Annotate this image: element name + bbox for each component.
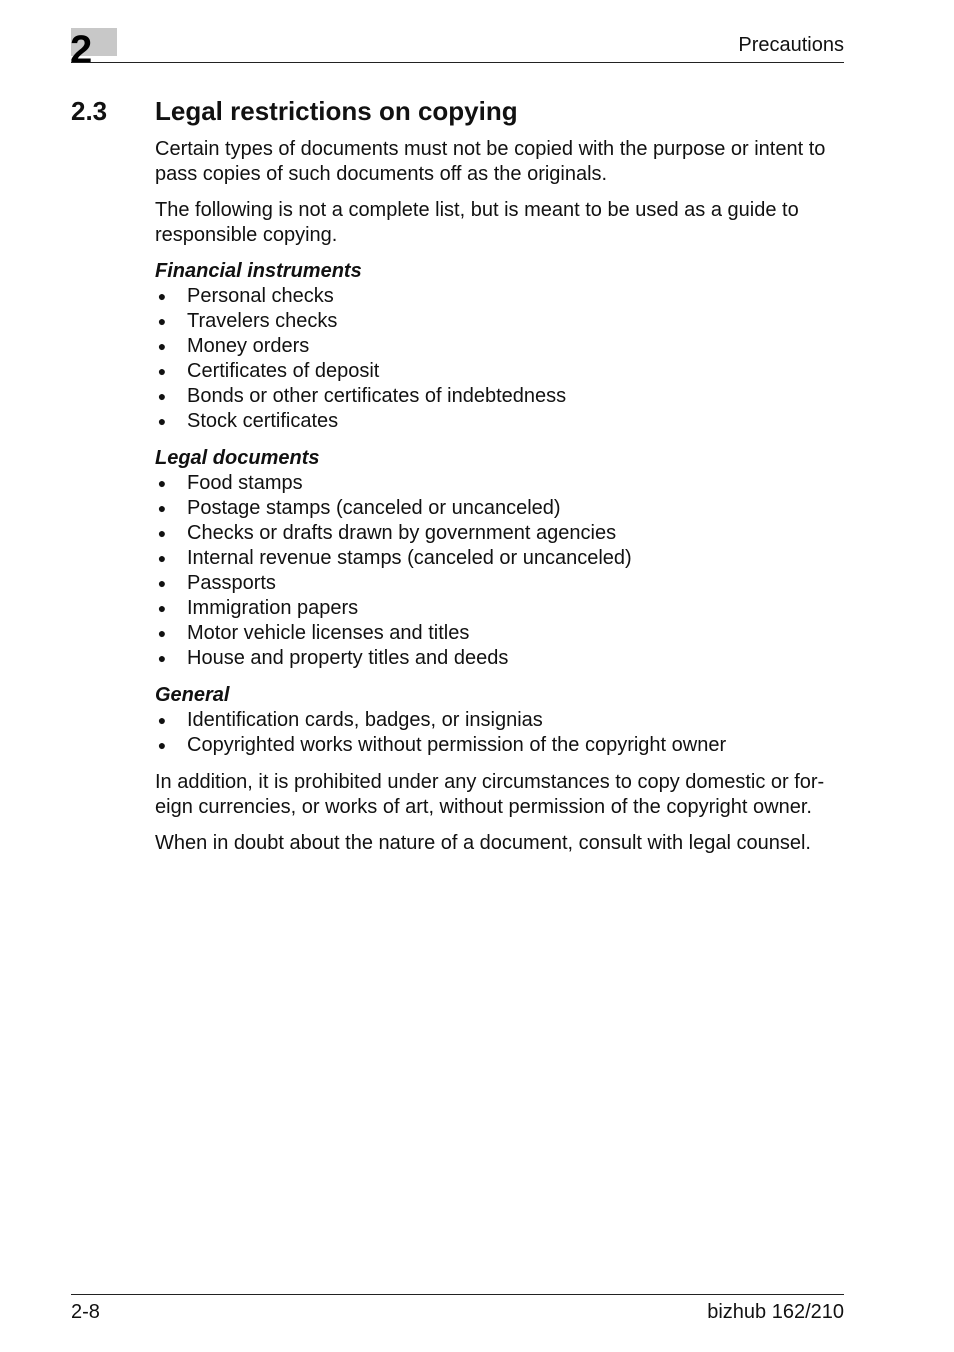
bullet-icon: ● bbox=[157, 388, 167, 404]
bullet-icon: ● bbox=[157, 600, 167, 616]
bullet-icon: ● bbox=[157, 650, 167, 666]
list-item-text: Internal revenue stamps (canceled or uncanceled) bbox=[187, 547, 632, 569]
page-number: 2-8 bbox=[71, 1301, 100, 1323]
list-item bbox=[155, 521, 855, 546]
running-title: Precautions bbox=[738, 34, 844, 56]
footer-rule bbox=[71, 1294, 844, 1295]
list-item bbox=[155, 621, 855, 646]
chapter-number: 2 bbox=[70, 28, 93, 72]
group-heading-legal: Legal documents bbox=[155, 447, 320, 469]
bullet-icon: ● bbox=[157, 363, 167, 379]
list-item bbox=[155, 646, 855, 671]
list-item-text: Checks or drafts drawn by government agencies bbox=[187, 522, 617, 544]
list-item bbox=[155, 733, 855, 758]
bullet-icon: ● bbox=[157, 712, 167, 728]
product-name: bizhub 162/210 bbox=[707, 1301, 844, 1323]
list-item bbox=[155, 596, 855, 621]
list-item-text: Bonds or other certificates of indebtedness bbox=[187, 385, 567, 407]
bullet-icon: ● bbox=[157, 413, 167, 429]
bullet-icon: ● bbox=[157, 575, 167, 591]
list-item-text: Money orders bbox=[187, 335, 310, 357]
bullet-icon: ● bbox=[157, 475, 167, 491]
list-item bbox=[155, 309, 855, 334]
list-item bbox=[155, 384, 855, 409]
list-item-text: Stock certificates bbox=[187, 410, 339, 432]
bullet-icon: ● bbox=[157, 625, 167, 641]
closing-paragraph: When in doubt about the nature of a document, consult with legal counsel. bbox=[155, 832, 811, 854]
list-item bbox=[155, 359, 855, 384]
bullet-icon: ● bbox=[157, 313, 167, 329]
list-item bbox=[155, 471, 855, 496]
financial-instruments-list bbox=[155, 284, 855, 434]
bullet-icon: ● bbox=[157, 500, 167, 516]
page-body bbox=[155, 137, 855, 867]
list-item bbox=[155, 571, 855, 596]
list-item-text: Passports bbox=[187, 572, 276, 594]
section-title: Legal restrictions on copying bbox=[155, 96, 518, 126]
section-number: 2.3 bbox=[71, 96, 108, 126]
list-item-text: Travelers checks bbox=[187, 310, 338, 332]
list-item-text: Motor vehicle licenses and titles bbox=[187, 622, 470, 644]
list-item-text: Immigration papers bbox=[187, 597, 359, 619]
bullet-icon: ● bbox=[157, 737, 167, 753]
bullet-icon: ● bbox=[157, 550, 167, 566]
list-item bbox=[155, 334, 855, 359]
list-item bbox=[155, 284, 855, 309]
list-item-text: Postage stamps (canceled or uncanceled) bbox=[187, 497, 561, 519]
header-rule bbox=[71, 62, 844, 63]
list-item bbox=[155, 496, 855, 521]
general-list bbox=[155, 708, 855, 758]
group-heading-financial: Financial instruments bbox=[155, 260, 362, 282]
list-item-text: House and property titles and deeds bbox=[187, 647, 509, 669]
closing-paragraph: In addition, it is prohibited under any circumstances to copy domestic or for- eign currencies, or works of art, without permission of the copyright owner. bbox=[155, 771, 825, 818]
legal-documents-list bbox=[155, 471, 855, 671]
intro-paragraph: The following is not a complete list, but is meant to be used as a guide to responsible copying. bbox=[155, 199, 799, 246]
group-heading-general: General bbox=[155, 684, 230, 706]
bullet-icon: ● bbox=[157, 338, 167, 354]
list-item-text: Identification cards, badges, or insignias bbox=[187, 709, 543, 731]
list-item-text: Food stamps bbox=[187, 472, 303, 494]
bullet-icon: ● bbox=[157, 525, 167, 541]
list-item-text: Personal checks bbox=[187, 285, 334, 307]
bullet-icon: ● bbox=[157, 288, 167, 304]
list-item-text: Copyrighted works without permission of the copyright owner bbox=[187, 734, 727, 756]
list-item bbox=[155, 409, 855, 434]
list-item-text: Certificates of deposit bbox=[187, 360, 380, 382]
intro-paragraph: Certain types of documents must not be copied with the purpose or intent to pass copies of such documents off as the originals. bbox=[155, 138, 826, 185]
list-item bbox=[155, 546, 855, 571]
list-item bbox=[155, 708, 855, 733]
